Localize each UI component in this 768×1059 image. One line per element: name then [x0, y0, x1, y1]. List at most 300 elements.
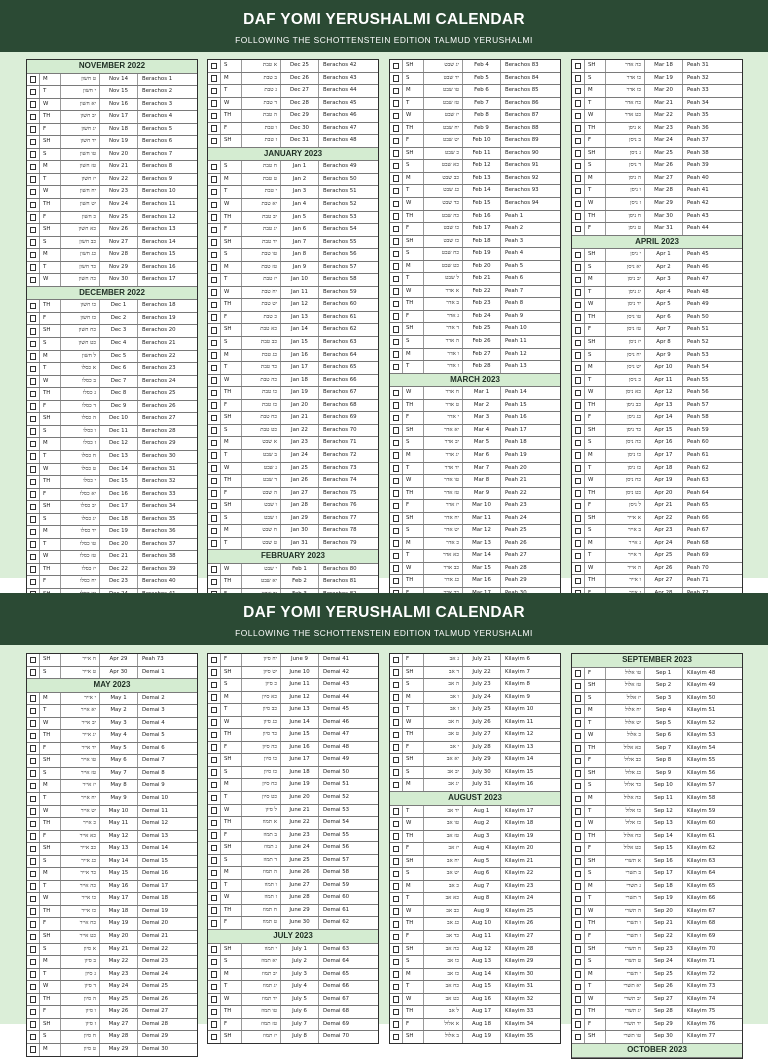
checkbox[interactable]	[390, 400, 403, 412]
checkbox[interactable]	[390, 110, 403, 122]
checkbox[interactable]	[27, 981, 40, 993]
checkbox[interactable]	[572, 563, 585, 575]
checkbox[interactable]	[27, 944, 40, 956]
checkbox[interactable]	[390, 173, 403, 185]
checkbox[interactable]	[27, 906, 40, 918]
checkbox[interactable]	[208, 362, 221, 374]
checkbox[interactable]	[390, 336, 403, 348]
checkbox[interactable]	[208, 742, 221, 754]
checkbox[interactable]	[208, 186, 221, 198]
checkbox[interactable]	[27, 1019, 40, 1031]
checkbox[interactable]	[390, 831, 403, 843]
tractate-page: Demai 20	[142, 920, 169, 927]
checkbox[interactable]	[27, 489, 40, 501]
checkbox[interactable]	[390, 98, 403, 110]
checkbox[interactable]	[208, 299, 221, 311]
checkbox[interactable]	[208, 892, 221, 904]
checkbox[interactable]	[572, 185, 585, 197]
checkbox[interactable]	[208, 463, 221, 475]
checkbox[interactable]	[27, 667, 40, 679]
checkbox[interactable]	[390, 323, 403, 335]
checkbox[interactable]	[208, 425, 221, 437]
checkbox[interactable]	[572, 337, 585, 349]
checkbox[interactable]	[572, 400, 585, 412]
checkbox[interactable]	[27, 99, 40, 111]
checkbox[interactable]	[27, 313, 40, 325]
checkbox[interactable]	[208, 1019, 221, 1031]
tractate-page: Demai 22	[142, 945, 169, 952]
checkbox[interactable]	[390, 575, 403, 587]
checkbox[interactable]	[27, 868, 40, 880]
checkbox[interactable]	[390, 918, 403, 930]
checkbox[interactable]	[390, 563, 403, 575]
checkbox[interactable]	[208, 981, 221, 993]
checkbox[interactable]	[27, 111, 40, 123]
checkbox[interactable]	[390, 906, 403, 918]
checkbox[interactable]	[390, 667, 403, 679]
checkbox[interactable]	[572, 668, 585, 680]
checkbox[interactable]	[208, 437, 221, 449]
checkbox[interactable]	[208, 564, 221, 576]
checkbox[interactable]	[208, 729, 221, 741]
checkbox[interactable]	[27, 174, 40, 186]
hebrew-date: יט ניסן	[606, 362, 645, 374]
checkbox[interactable]	[27, 931, 40, 943]
checkbox[interactable]	[208, 817, 221, 829]
hebrew-date: יא אדר	[424, 425, 463, 437]
checkbox[interactable]	[27, 576, 40, 588]
checkbox[interactable]	[390, 881, 403, 893]
checkbox[interactable]	[572, 513, 585, 525]
checkbox[interactable]	[208, 830, 221, 842]
checkbox[interactable]	[572, 375, 585, 387]
checkbox[interactable]	[572, 211, 585, 223]
checkbox[interactable]	[572, 994, 585, 1006]
checkbox[interactable]	[208, 513, 221, 525]
checkbox[interactable]	[390, 73, 403, 85]
checkbox[interactable]	[27, 969, 40, 981]
checkbox[interactable]	[208, 538, 221, 550]
checkbox[interactable]	[390, 1019, 403, 1031]
checkbox[interactable]	[208, 944, 221, 956]
checkbox[interactable]	[208, 956, 221, 968]
checkbox[interactable]	[27, 199, 40, 211]
checkbox[interactable]	[572, 538, 585, 550]
checkbox[interactable]	[572, 881, 585, 893]
checkbox[interactable]	[208, 312, 221, 324]
checkbox[interactable]	[27, 843, 40, 855]
checkbox[interactable]	[390, 779, 403, 791]
checkbox[interactable]	[27, 74, 40, 86]
checkbox[interactable]	[27, 693, 40, 705]
calendar-row	[390, 906, 560, 919]
checkbox[interactable]	[572, 299, 585, 311]
checkbox[interactable]	[27, 124, 40, 136]
checkbox[interactable]	[208, 576, 221, 588]
checkbox[interactable]	[27, 539, 40, 551]
checkbox[interactable]	[572, 173, 585, 185]
checkbox[interactable]	[208, 237, 221, 249]
checkbox[interactable]	[390, 349, 403, 361]
checkbox[interactable]	[572, 956, 585, 968]
checkbox[interactable]	[208, 60, 221, 72]
checkbox[interactable]	[208, 98, 221, 110]
checkbox[interactable]	[572, 843, 585, 855]
checkbox[interactable]	[390, 223, 403, 235]
checkbox[interactable]	[208, 475, 221, 487]
checkbox[interactable]	[27, 86, 40, 98]
checkbox[interactable]	[27, 401, 40, 413]
checkbox[interactable]	[390, 856, 403, 868]
checkbox[interactable]	[572, 906, 585, 918]
checkbox[interactable]	[27, 793, 40, 805]
checkbox[interactable]	[27, 1044, 40, 1056]
checkbox[interactable]	[572, 818, 585, 830]
checkbox[interactable]	[572, 1006, 585, 1018]
checkbox[interactable]	[27, 224, 40, 236]
checkbox[interactable]	[208, 917, 221, 929]
calendar-row	[208, 224, 378, 237]
checkbox[interactable]	[572, 768, 585, 780]
checkbox[interactable]	[27, 994, 40, 1006]
checkbox[interactable]	[572, 249, 585, 261]
checkbox[interactable]	[208, 324, 221, 336]
checkbox[interactable]	[208, 375, 221, 387]
checkbox[interactable]	[208, 199, 221, 211]
checkbox[interactable]	[390, 361, 403, 373]
checkbox[interactable]	[390, 843, 403, 855]
checkbox[interactable]	[208, 387, 221, 399]
checkbox[interactable]	[572, 312, 585, 324]
day-of-week: SH	[585, 944, 606, 956]
checkbox[interactable]	[572, 793, 585, 805]
checkbox[interactable]	[208, 450, 221, 462]
checkbox[interactable]	[208, 287, 221, 299]
checkbox[interactable]	[572, 274, 585, 286]
checkbox[interactable]	[572, 730, 585, 742]
checkbox[interactable]	[572, 123, 585, 135]
checkbox[interactable]	[572, 831, 585, 843]
hebrew-date: ט כסלו	[61, 464, 100, 476]
checkbox[interactable]	[208, 500, 221, 512]
checkbox[interactable]	[572, 550, 585, 562]
checkbox[interactable]	[572, 1019, 585, 1031]
checkbox[interactable]	[572, 944, 585, 956]
checkbox[interactable]	[390, 525, 403, 537]
checkbox[interactable]	[572, 475, 585, 487]
checkbox[interactable]	[208, 855, 221, 867]
checkbox[interactable]	[572, 705, 585, 717]
checkbox[interactable]	[390, 488, 403, 500]
checkbox[interactable]	[208, 842, 221, 854]
checkbox[interactable]	[390, 185, 403, 197]
checkbox[interactable]	[390, 550, 403, 562]
checkbox[interactable]	[208, 123, 221, 135]
checkbox[interactable]	[27, 249, 40, 261]
checkbox[interactable]	[208, 667, 221, 679]
checkbox[interactable]	[27, 136, 40, 148]
checkbox[interactable]	[27, 237, 40, 249]
checkbox[interactable]	[208, 174, 221, 186]
checkbox[interactable]	[572, 437, 585, 449]
checkbox[interactable]	[572, 981, 585, 993]
checkbox[interactable]	[572, 856, 585, 868]
checkbox[interactable]	[208, 1031, 221, 1043]
checkbox[interactable]	[572, 412, 585, 424]
checkbox[interactable]	[572, 780, 585, 792]
checkbox[interactable]	[27, 388, 40, 400]
checkbox[interactable]	[390, 969, 403, 981]
checkbox[interactable]	[27, 476, 40, 488]
checkbox[interactable]	[390, 298, 403, 310]
checkbox[interactable]	[572, 575, 585, 587]
checkbox[interactable]	[390, 273, 403, 285]
civil-date: Dec 13	[100, 451, 138, 463]
checkbox[interactable]	[572, 893, 585, 905]
checkbox[interactable]	[572, 60, 585, 72]
checkbox[interactable]	[572, 488, 585, 500]
checkbox[interactable]	[208, 110, 221, 122]
checkbox[interactable]	[27, 743, 40, 755]
calendar-row	[27, 743, 197, 756]
checkbox[interactable]	[572, 931, 585, 943]
checkbox[interactable]	[390, 135, 403, 147]
checkbox[interactable]	[27, 376, 40, 388]
checkbox[interactable]	[208, 350, 221, 362]
hebrew-date: ב טבת	[242, 73, 281, 85]
day-of-week: T	[40, 86, 61, 98]
checkbox[interactable]	[27, 438, 40, 450]
checkbox[interactable]	[390, 981, 403, 993]
checkbox[interactable]	[572, 743, 585, 755]
checkbox[interactable]	[208, 754, 221, 766]
checkbox[interactable]	[390, 236, 403, 248]
checkbox[interactable]	[390, 513, 403, 525]
checkbox[interactable]	[208, 692, 221, 704]
checkbox[interactable]	[390, 806, 403, 818]
checkbox[interactable]	[390, 123, 403, 135]
checkbox[interactable]	[27, 464, 40, 476]
checkbox[interactable]	[572, 918, 585, 930]
checkbox[interactable]	[572, 135, 585, 147]
checkbox[interactable]	[572, 463, 585, 475]
checkbox[interactable]	[208, 792, 221, 804]
checkbox[interactable]	[390, 704, 403, 716]
checkbox[interactable]	[208, 704, 221, 716]
checkbox[interactable]	[27, 338, 40, 350]
checkbox[interactable]	[27, 212, 40, 224]
checkbox[interactable]	[208, 73, 221, 85]
checkbox[interactable]	[27, 780, 40, 792]
checkbox[interactable]	[390, 944, 403, 956]
checkbox[interactable]	[27, 413, 40, 425]
checkbox[interactable]	[208, 654, 221, 666]
checkbox[interactable]	[390, 211, 403, 223]
checkbox[interactable]	[390, 500, 403, 512]
checkbox[interactable]	[390, 767, 403, 779]
checkbox[interactable]	[572, 1031, 585, 1043]
checkbox[interactable]	[208, 905, 221, 917]
checkbox[interactable]	[27, 705, 40, 717]
tractate-page: Berachos 49	[323, 163, 357, 170]
checkbox[interactable]	[390, 1006, 403, 1018]
checkbox[interactable]	[208, 717, 221, 729]
checkbox[interactable]	[390, 654, 403, 666]
checkbox[interactable]	[390, 868, 403, 880]
checkbox[interactable]	[390, 931, 403, 943]
checkbox[interactable]	[390, 679, 403, 691]
checkbox[interactable]	[208, 135, 221, 147]
checkbox[interactable]	[572, 868, 585, 880]
checkbox[interactable]	[390, 311, 403, 323]
checkbox[interactable]	[27, 755, 40, 767]
checkbox[interactable]	[27, 149, 40, 161]
checkbox[interactable]	[27, 514, 40, 526]
checkbox[interactable]	[27, 325, 40, 337]
checkbox[interactable]	[572, 693, 585, 705]
checkbox[interactable]	[390, 148, 403, 160]
checkbox[interactable]	[390, 742, 403, 754]
checkbox[interactable]	[208, 969, 221, 981]
checkbox[interactable]	[572, 223, 585, 235]
checkbox[interactable]	[390, 956, 403, 968]
checkbox[interactable]	[208, 224, 221, 236]
checkbox[interactable]	[208, 412, 221, 424]
checkbox[interactable]	[208, 779, 221, 791]
checkbox[interactable]	[390, 893, 403, 905]
checkbox[interactable]	[390, 85, 403, 97]
checkbox[interactable]	[390, 475, 403, 487]
checkbox[interactable]	[390, 818, 403, 830]
day-of-week: SH	[585, 1031, 606, 1043]
checkbox[interactable]	[208, 249, 221, 261]
checkbox[interactable]	[390, 160, 403, 172]
checkbox[interactable]	[27, 1006, 40, 1018]
checkbox[interactable]	[390, 387, 403, 399]
checkbox[interactable]	[390, 261, 403, 273]
checkbox[interactable]	[390, 450, 403, 462]
checkbox[interactable]	[390, 198, 403, 210]
checkbox[interactable]	[27, 363, 40, 375]
checkbox[interactable]	[208, 805, 221, 817]
checkbox[interactable]	[208, 400, 221, 412]
checkbox[interactable]	[572, 85, 585, 97]
checkbox[interactable]	[27, 274, 40, 286]
checkbox[interactable]	[390, 994, 403, 1006]
checkbox[interactable]	[572, 806, 585, 818]
checkbox[interactable]	[390, 437, 403, 449]
checkbox[interactable]	[27, 426, 40, 438]
checkbox[interactable]	[208, 767, 221, 779]
checkbox[interactable]	[572, 362, 585, 374]
checkbox[interactable]	[572, 969, 585, 981]
checkbox[interactable]	[572, 110, 585, 122]
checkbox[interactable]	[572, 525, 585, 537]
checkbox[interactable]	[572, 680, 585, 692]
checkbox[interactable]	[208, 679, 221, 691]
checkbox[interactable]	[27, 918, 40, 930]
checkbox[interactable]	[27, 1031, 40, 1043]
day-of-week: M	[40, 868, 61, 880]
checkbox[interactable]	[390, 425, 403, 437]
checkbox[interactable]	[208, 85, 221, 97]
checkbox[interactable]	[27, 526, 40, 538]
checkbox[interactable]	[390, 729, 403, 741]
checkbox[interactable]	[27, 654, 40, 666]
checkbox[interactable]	[208, 880, 221, 892]
checkbox[interactable]	[208, 525, 221, 537]
checkbox[interactable]	[27, 818, 40, 830]
day-of-week: TH	[221, 817, 242, 829]
checkbox[interactable]	[572, 73, 585, 85]
checkbox[interactable]	[208, 212, 221, 224]
checkbox[interactable]	[27, 956, 40, 968]
checkbox[interactable]	[390, 60, 403, 72]
checkbox[interactable]	[572, 324, 585, 336]
checkbox[interactable]	[390, 248, 403, 260]
checkbox[interactable]	[27, 551, 40, 563]
checkbox[interactable]	[390, 286, 403, 298]
checkbox[interactable]	[390, 754, 403, 766]
checkbox[interactable]	[390, 717, 403, 729]
checkbox[interactable]	[208, 161, 221, 173]
checkbox[interactable]	[27, 730, 40, 742]
checkbox[interactable]	[572, 287, 585, 299]
hebrew-date: ז אדר	[424, 361, 463, 373]
checkbox[interactable]	[27, 262, 40, 274]
checkbox[interactable]	[27, 831, 40, 843]
checkbox[interactable]	[27, 161, 40, 173]
checkbox[interactable]	[572, 198, 585, 210]
checkbox[interactable]	[27, 501, 40, 513]
checkbox[interactable]	[27, 806, 40, 818]
checkbox[interactable]	[27, 300, 40, 312]
checkbox[interactable]	[390, 692, 403, 704]
checkbox[interactable]	[27, 718, 40, 730]
checkbox[interactable]	[390, 538, 403, 550]
checkbox[interactable]	[27, 893, 40, 905]
checkbox[interactable]	[27, 564, 40, 576]
checkbox[interactable]	[390, 412, 403, 424]
checkbox[interactable]	[27, 856, 40, 868]
checkbox[interactable]	[572, 500, 585, 512]
checkbox[interactable]	[208, 337, 221, 349]
checkbox[interactable]	[27, 881, 40, 893]
checkbox[interactable]	[27, 186, 40, 198]
checkbox[interactable]	[27, 768, 40, 780]
checkbox[interactable]	[572, 160, 585, 172]
checkbox[interactable]	[572, 262, 585, 274]
checkbox[interactable]	[208, 274, 221, 286]
checkbox[interactable]	[27, 351, 40, 363]
checkbox[interactable]	[208, 1006, 221, 1018]
checkbox[interactable]	[572, 425, 585, 437]
checkbox[interactable]	[572, 387, 585, 399]
checkbox[interactable]	[208, 994, 221, 1006]
checkbox[interactable]	[208, 867, 221, 879]
checkbox[interactable]	[572, 450, 585, 462]
checkbox[interactable]	[572, 148, 585, 160]
checkbox[interactable]	[390, 1031, 403, 1043]
checkbox[interactable]	[208, 262, 221, 274]
checkbox[interactable]	[572, 718, 585, 730]
checkbox[interactable]	[390, 463, 403, 475]
checkbox[interactable]	[208, 488, 221, 500]
checkbox[interactable]	[572, 350, 585, 362]
checkbox[interactable]	[572, 755, 585, 767]
checkbox[interactable]	[27, 451, 40, 463]
checkbox[interactable]	[572, 98, 585, 110]
